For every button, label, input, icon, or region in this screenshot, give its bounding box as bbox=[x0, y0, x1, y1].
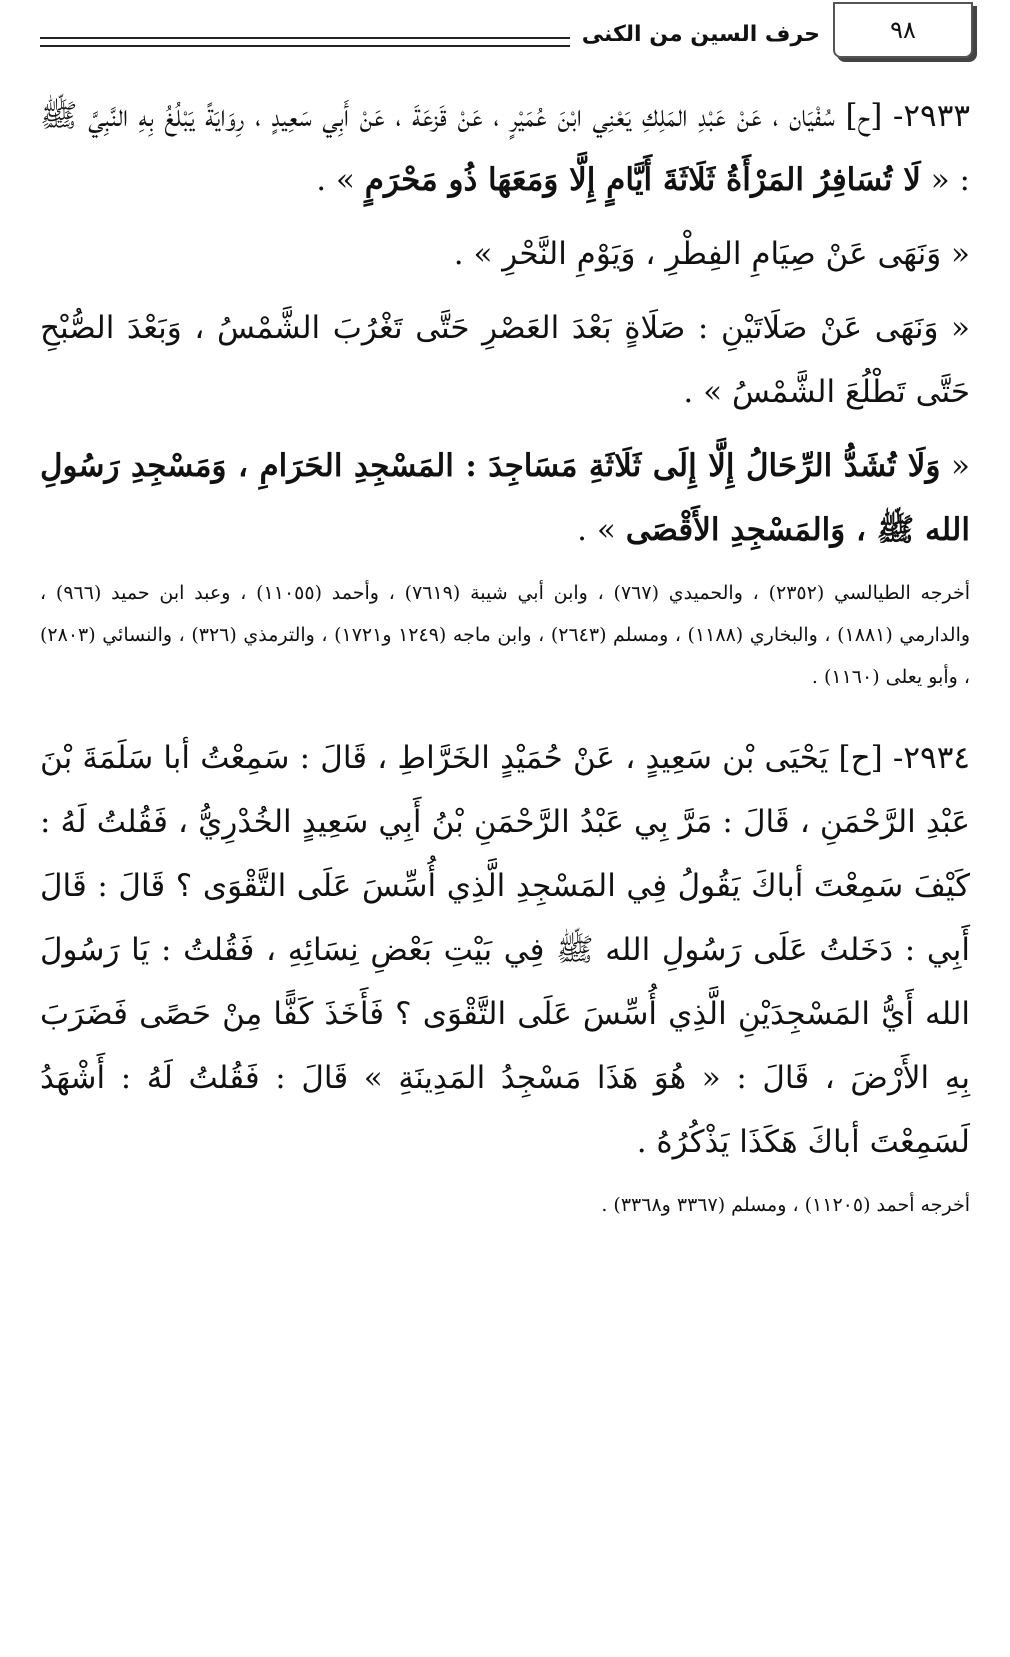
page-number: ٩٨ bbox=[890, 16, 916, 44]
running-title: حرف السين من الكنى bbox=[581, 21, 820, 47]
hadith-2933-fast: « وَنَهَى عَنْ صِيَامِ الفِطْرِ ، وَيَوْمِ النَّحْرِ » . bbox=[453, 236, 970, 272]
header-rule bbox=[40, 37, 570, 47]
hadith-2933-isnad: ٢٩٣٣- [ح] سُفْيَان ، عَنْ عَبْدِ المَلِكِ يَعْنِي ابْنَ عُمَيْرٍ ، عَنْ قَزعَةَ ، عَنْ أَبِي سَعِيدٍ ، رِوَايَةً يَبْلُغُ بِهِ النَّبِيَّ ﷺ : « bbox=[40, 98, 970, 198]
page-number-box bbox=[833, 2, 973, 58]
hadith-2933-travel-text: وَلَا تُشَدُّ الرِّحَالُ إِلَّا إِلَى ثَلَاثَةِ مَسَاجِدَ : المَسْجِدِ الحَرَامِ ، وَمَسْجِدِ رَسُولِ الله ﷺ ، وَالمَسْجِدِ الأَقْصَى bbox=[40, 448, 970, 548]
hadith-2933-matn: لَا تُسَافِرُ المَرْأَةُ ثَلَاثَةَ أَيَّامٍ إِلَّا وَمَعَهَا ذُو مَحْرَمٍ bbox=[364, 162, 921, 198]
main-text bbox=[40, 84, 970, 1254]
hadith-2933-takhrij: أخرجه الطيالسي (٢٣٥٢) ، والحميدي (٧٦٧) ، وابن أبي شيبة (٧٦١٩) ، وأحمد (١١٠٥٥) ، وعبد ابن حميد (٩٦٦) ، والدارمي (١٨٨١) ، والبخاري (١١٨٨) ، ومسلم (٢٦٤٣) ، وابن ماجه (١٢٤٩ و١٧٢١) ، والترمذي (٣٢٦) ، والنسائي (٢٨٠٣) ، وأبو يعلى (١١٦٠) . bbox=[40, 582, 971, 688]
hadith-2933-matn-end: » . bbox=[316, 162, 355, 198]
hadith-2933-opening bbox=[40, 84, 970, 212]
hadith-2934-takhrij: أخرجه أحمد (١١٢٠٥) ، ومسلم (٣٣٦٧ و٣٣٦٨) . bbox=[601, 1194, 970, 1216]
hadith-2933-travel-end: » . bbox=[577, 512, 616, 548]
hadith-2934-text: ٢٩٣٤- [ح] يَحْيَى بْن سَعِيدٍ ، عَنْ حُمَيْدٍ الخَرَّاطِ ، قَالَ : سَمِعْتُ أبا سَلَمَةَ بْنَ عَبْدِ الرَّحْمَنِ ، قَالَ : مَرَّ بِي عَبْدُ الرَّحْمَنِ بْنُ أَبِي سَعِيدٍ الخُدْرِيُّ ، فَقُلتُ لَهُ : كَيْفَ سَمِعْتَ أباكَ يَقُولُ فِي المَسْجِدِ الَّذِي أُسِّسَ عَلَى التَّقْوَى ؟ قَالَ : قَالَ أَبِي : دَخَلتُ عَلَى رَسُولِ الله ﷺ فِي بَيْتِ بَعْضِ نِسَائِهِ ، فَقُلتُ : يَا رَسُولَ الله أَيُّ المَسْجِدَيْنِ الَّذِي أُسِّسَ عَلَى التَّقْوَى ؟ فَأَخَذَ كَفًّا مِنْ حَصًى فَضَرَبَ بِهِ الأَرْضَ ، قَالَ : « هُوَ هَذَا مَسْجِدُ المَدِينَةِ » قَالَ : فَقُلتُ لَهُ : أَشْهَدُ لَسَمِعْتَ أباكَ هَكَذَا يَذْكُرُهُ . bbox=[40, 740, 970, 1160]
hadith-2933-travel bbox=[40, 434, 970, 562]
running-header bbox=[40, 14, 820, 54]
hadith-2933-travel-open: « bbox=[940, 448, 970, 484]
hadith-2933-prayers: « وَنَهَى عَنْ صَلَاتَيْنِ : صَلَاةٍ بَعْدَ العَصْرِ حَتَّى تَغْرُبَ الشَّمْسُ ، وَبَعْدَ الصُّبْحِ حَتَّى تَطْلُعَ الشَّمْسُ » . bbox=[40, 310, 970, 410]
